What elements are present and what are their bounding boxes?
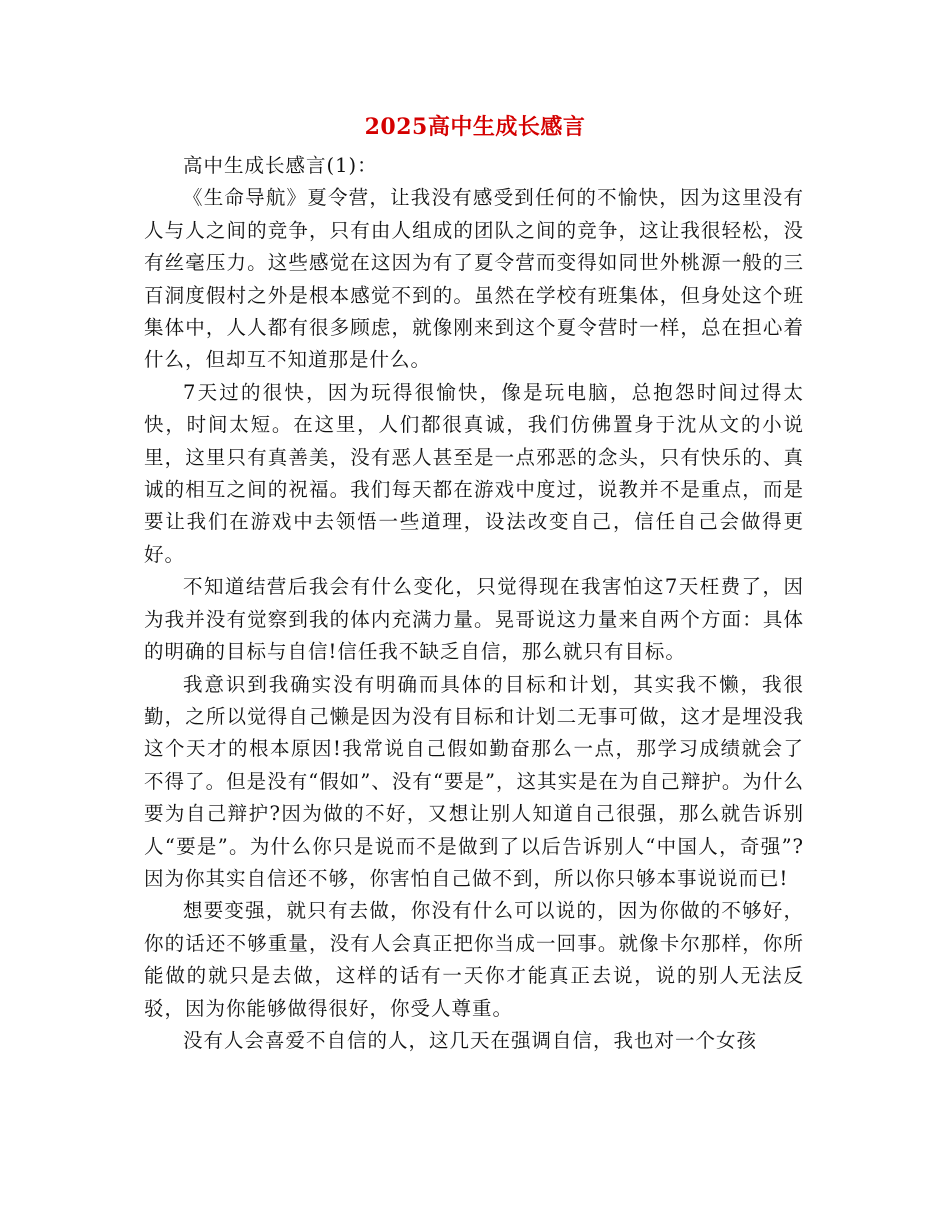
- paragraph: 不知道结营后我会有什么变化，只觉得现在我害怕这7天枉费了，因为我并没有觉察到我的体内充满力量。晃哥说这力量来自两个方面：具体的明确的目标与自信!信任我不缺乏自信，那么就只有目标。: [144, 575, 804, 664]
- page-title: 2025高中生成长感言: [364, 114, 586, 140]
- paragraph-heading: 高中生成长感言(1)：: [183, 154, 378, 177]
- paragraph: 7天过的很快，因为玩得很愉快，像是玩电脑，总抱怨时间过得太快，时间太短。在这里，人们都很真诚，我们仿佛置身于沈从文的小说里，这里只有真善美，没有恶人甚至是一点邪恶的念头，只有快乐的、真诚的相互之间的祝福。我们每天都在游戏中度过，说教并不是重点，而是要让我们在游戏中去领悟一些道理，设法改变自己，信任自己会做得更好。: [144, 380, 804, 566]
- paragraph: 《生命导航》夏令营，让我没有感受到任何的不愉快，因为这里没有人与人之间的竞争，只有由人组成的团队之间的竞争，这让我很轻松，没有丝毫压力。这些感觉在这因为有了夏令营而变得如同世外桃源一般的三百洞度假村之外是根本感觉不到的。虽然在学校有班集体，但身处这个班集体中，人人都有很多顾虑，就像刚来到这个夏令营时一样，总在担心着什么，但却互不知道那是什么。: [144, 186, 804, 372]
- document-body: [144, 150, 804, 1057]
- paragraph: 想要变强，就只有去做，你没有什么可以说的，因为你做的不够好，你的话还不够重量，没有人会真正把你当成一回事。就像卡尔那样，你所能做的就只是去做，这样的话有一天你才能真正去说，说的别人无法反驳，因为你能够做得很好，你受人尊重。: [144, 899, 804, 1020]
- paragraph: 我意识到我确实没有明确而具体的目标和计划，其实我不懒，我很勤，之所以觉得自己懒是因为没有目标和计划二无事可做，这才是埋没我这个天才的根本原因!我常说自己假如勤奋那么一点，那学习成绩就会了不得了。但是没有“假如”、没有“要是”，这其实是在为自己辩护。为什么要为自己辩护?因为做的不好，又想让别人知道自己很强，那么就告诉别人“要是”。为什么你只是说而不是做到了以后告诉别人“中国人，奇强”?因为你其实自信还不够，你害怕自己做不到，所以你只够本事说说而已!: [144, 672, 804, 890]
- paragraph: 没有人会喜爱不自信的人，这几天在强调自信，我也对一个女孩: [183, 1028, 758, 1052]
